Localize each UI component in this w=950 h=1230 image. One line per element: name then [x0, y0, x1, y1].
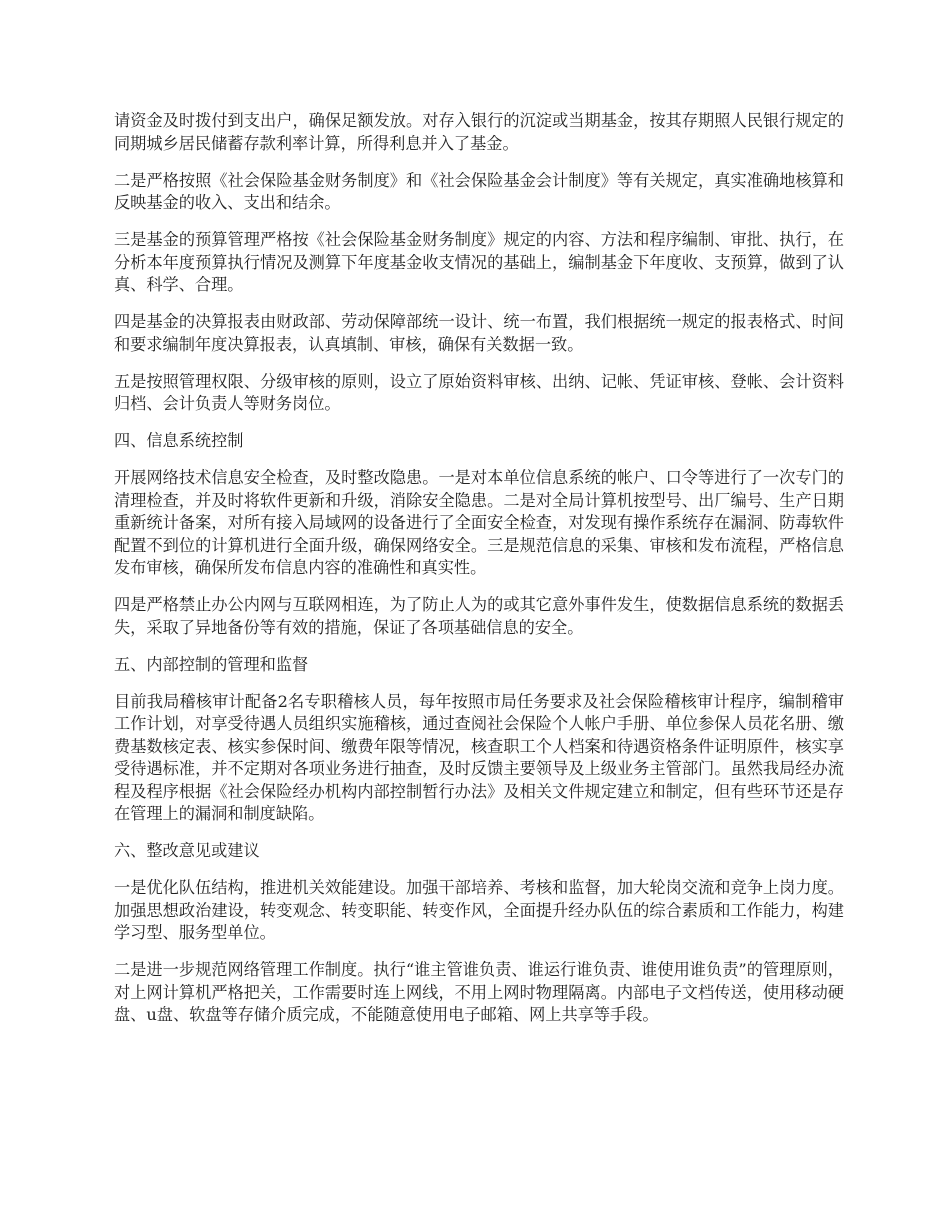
paragraph-audit-staff: 目前我局稽核审计配备2名专职稽核人员，每年按照市局任务要求及社会保险稽核审计程序，编制稽审工作计划，对享受待遇人员组织实施稽核，通过查阅社会保险个人帐户手册、单位参保人员花名册、缴费基数核定表、核实参保时间、缴费年限等情况，核查职工个人档案和待遇资格条件证明原件，核实享受待遇标准，并不定期对各项业务进行抽查，及时反馈主要领导及上级业务主管部门。虽然我局经办流程及程序根据《社会保险经办机构内部控制暂行办法》及相关文件规定建立和制定，但有些环节还是存在管理上的漏洞和制度缺陷。: [114, 691, 844, 823]
paragraph-fund-allocation: 请资金及时拨付到支出户，确保足额发放。对存入银行的沉淀或当期基金，按其存期照人民银行规定的同期城乡居民储蓄存款利率计算，所得利息并入了基金。: [114, 111, 844, 153]
document-body: [114, 110, 844, 1041]
paragraph-network-security-check: 开展网络技术信息安全检查，及时整改隐患。一是对本单位信息系统的帐户、口令等进行了一次专门的清理检查，并及时将软件更新和升级，消除安全隐患。二是对全局计算机按型号、出厂编号、生产日期重新统计备案，对所有接入局域网的设备进行了全面安全检查，对发现有操作系统存在漏洞、防毒软件配置不到位的计算机进行全面升级，确保网络安全。三是规范信息的采集、审核和发布流程，严格信息发布审核，确保所发布信息内容的准确性和真实性。: [114, 468, 844, 577]
paragraph-finance-posts: 五是按照管理权限、分级审核的原则，设立了原始资料审核、出纳、记帐、凭证审核、登帐、会计资料归档、会计负责人等财务岗位。: [114, 371, 844, 413]
paragraph-budget-management: 三是基金的预算管理严格按《社会保险基金财务制度》规定的内容、方法和程序编制、审批、执行，在分析本年度预算执行情况及测算下年度基金收支情况的基础上，编制基金下年度收、支预算，做到了认真、科学、合理。: [114, 230, 844, 294]
paragraph-intranet-isolation: 四是严格禁止办公内网与互联网相连，为了防止人为的或其它意外事件发生，使数据信息系统的数据丢失，采取了异地备份等有效的措施，保证了各项基础信息的安全。: [114, 595, 844, 637]
section-heading-internal-control: 五、内部控制的管理和监督: [114, 654, 309, 674]
paragraph-accounting-rules: 二是严格按照《社会保险基金财务制度》和《社会保险基金会计制度》等有关规定，真实准确地核算和反映基金的收入、支出和结余。: [114, 170, 844, 212]
section-heading-info-system: 四、信息系统控制: [114, 431, 244, 450]
paragraph-final-accounts: 四是基金的决算报表由财政部、劳动保障部统一设计、统一布置，我们根据统一规定的报表格式、时间和要求编制年度决算报表，认真填制、审核，确保有关数据一致。: [114, 312, 844, 354]
paragraph-team-structure: 一是优化队伍结构，推进机关效能建设。加强干部培养、考核和监督，加大轮岗交流和竞争上岗力度。加强思想政治建设，转变观念、转变职能、转变作风，全面提升经办队伍的综合素质和工作能力，构建学习型、服务型单位。: [114, 878, 844, 942]
section-heading-suggestions: 六、整改意见或建议: [114, 841, 260, 860]
paragraph-network-rules: 二是进一步规范网络管理工作制度。执行“谁主管谁负责、谁运行谁负责、谁使用谁负责”的管理原则，对上网计算机严格把关，工作需要时连上网线，不用上网时物理隔离。内部电子文档传送，使用移动硬盘、u盘、软盘等存储介质完成，不能随意使用电子邮箱、网上共享等手段。: [114, 960, 844, 1024]
